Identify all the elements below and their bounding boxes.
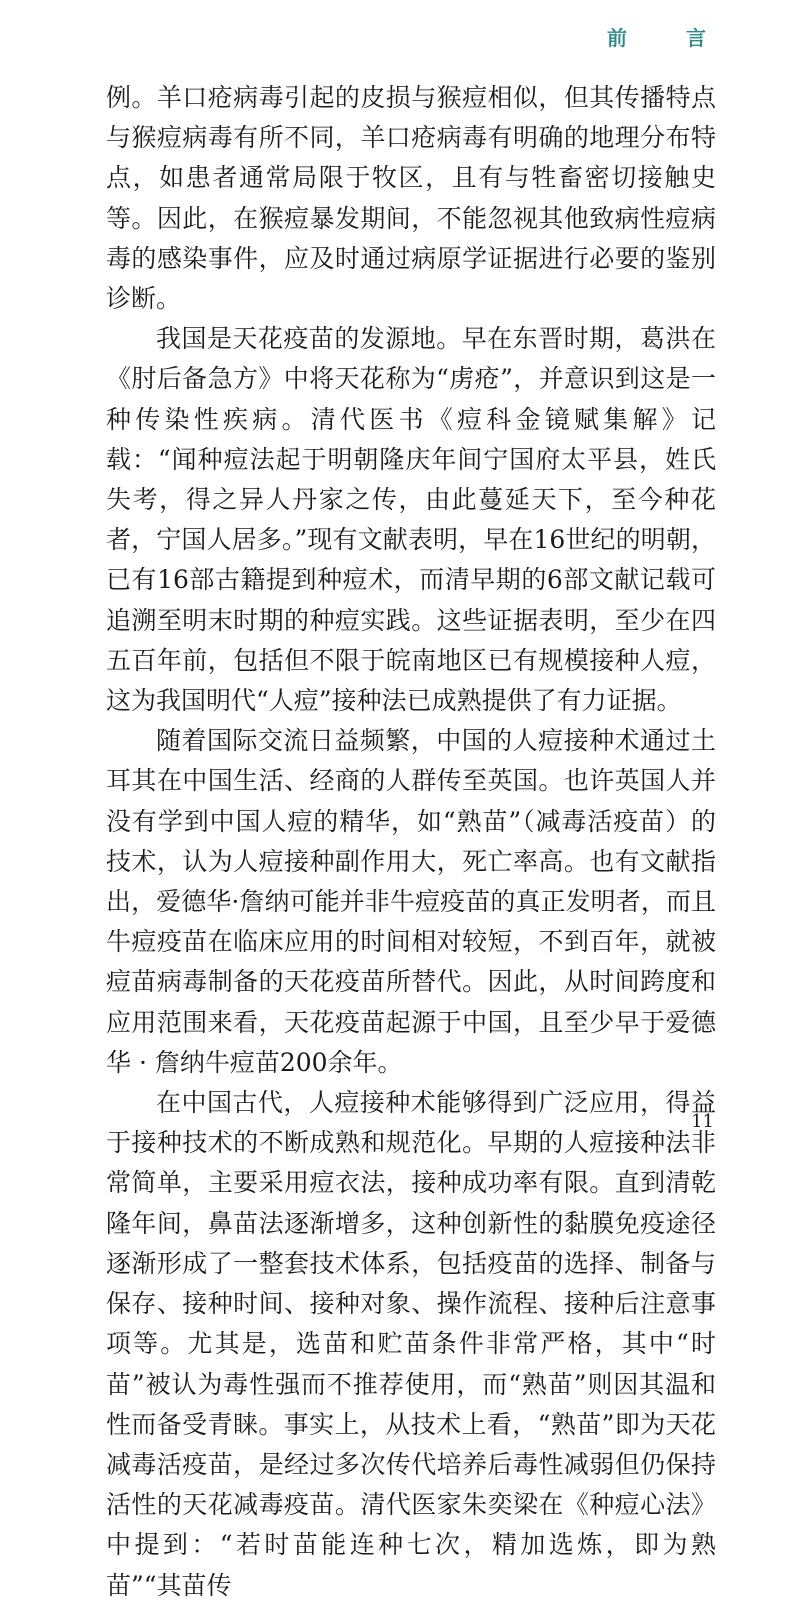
- paragraph-1: 例。羊口疮病毒引起的皮损与猴痘相似，但其传播特点与猴痘病毒有所不同，羊口疮病毒有明确的地理分布特点，如患者通常局限于牧区，且有与牲畜密切接触史等。因此，在猴痘暴发期间，不能忽视其他致病性痘病毒的感染事件，应及时通过病原学证据进行必要的鉴别诊断。: [106, 83, 716, 314]
- running-header: 前 言: [607, 26, 732, 50]
- paragraph-3: 随着国际交流日益频繁，中国的人痘接种术通过土耳其在中国生活、经商的人群传至英国。也许英国人并没有学到中国人痘的精华，如“熟苗”（减毒活疫苗）的技术，认为人痘接种副作用大，死亡率高。也有文献指出，爱德华·詹纳可能并非牛痘疫苗的真正发明者，而且牛痘疫苗在临床应用的时间相对较短，不到百年，就被痘苗病毒制备的天花疫苗所替代。因此，从时间跨度和应用范围来看，天花疫苗起源于中国，且至少早于爱德华 · 詹纳牛痘苗200余年。: [106, 726, 716, 1077]
- paragraph-2: 我国是天花疫苗的发源地。早在东晋时期，葛洪在《肘后备急方》中将天花称为“虏疮”，并意识到这是一种传染性疾病。清代医书《痘科金镜赋集解》记载：“闻种痘法起于明朝隆庆年间宁国府太平县，姓氏失考，得之异人丹家之传，由此蔓延天下，至今种花者，宁国人居多。”现有文献表明，早在16世纪的明朝，已有16部古籍提到种痘术，而清早期的6部文献记载可追溯至明末时期的种痘实践。这些证据表明，至少在四五百年前，包括但不限于皖南地区已有规模接种人痘，这为我国明代“人痘”接种法已成熟提供了有力证据。: [106, 324, 716, 716]
- page-number: 11: [691, 1111, 714, 1132]
- body-text: [106, 78, 716, 1606]
- paragraph-4: 在中国古代，人痘接种术能够得到广泛应用，得益于接种技术的不断成熟和规范化。早期的人痘接种法非常简单，主要采用痘衣法，接种成功率有限。直到清乾隆年间，鼻苗法逐渐增多，这种创新性的黏膜免疫途径逐渐形成了一整套技术体系，包括疫苗的选择、制备与保存、接种时间、接种对象、操作流程、接种后注意事项等。尤其是，选苗和贮苗条件非常严格，其中“时苗”被认为毒性强而不推荐使用，而“熟苗”则因其温和性而备受青睐。事实上，从技术上看，“熟苗”即为天花减毒活疫苗，是经过多次传代培养后毒性减弱但仍保持活性的天花减毒疫苗。清代医家朱奕梁在《种痘心法》中提到：“若时苗能连种七次，精加选炼，即为熟苗”“其苗传: [106, 1088, 716, 1600]
